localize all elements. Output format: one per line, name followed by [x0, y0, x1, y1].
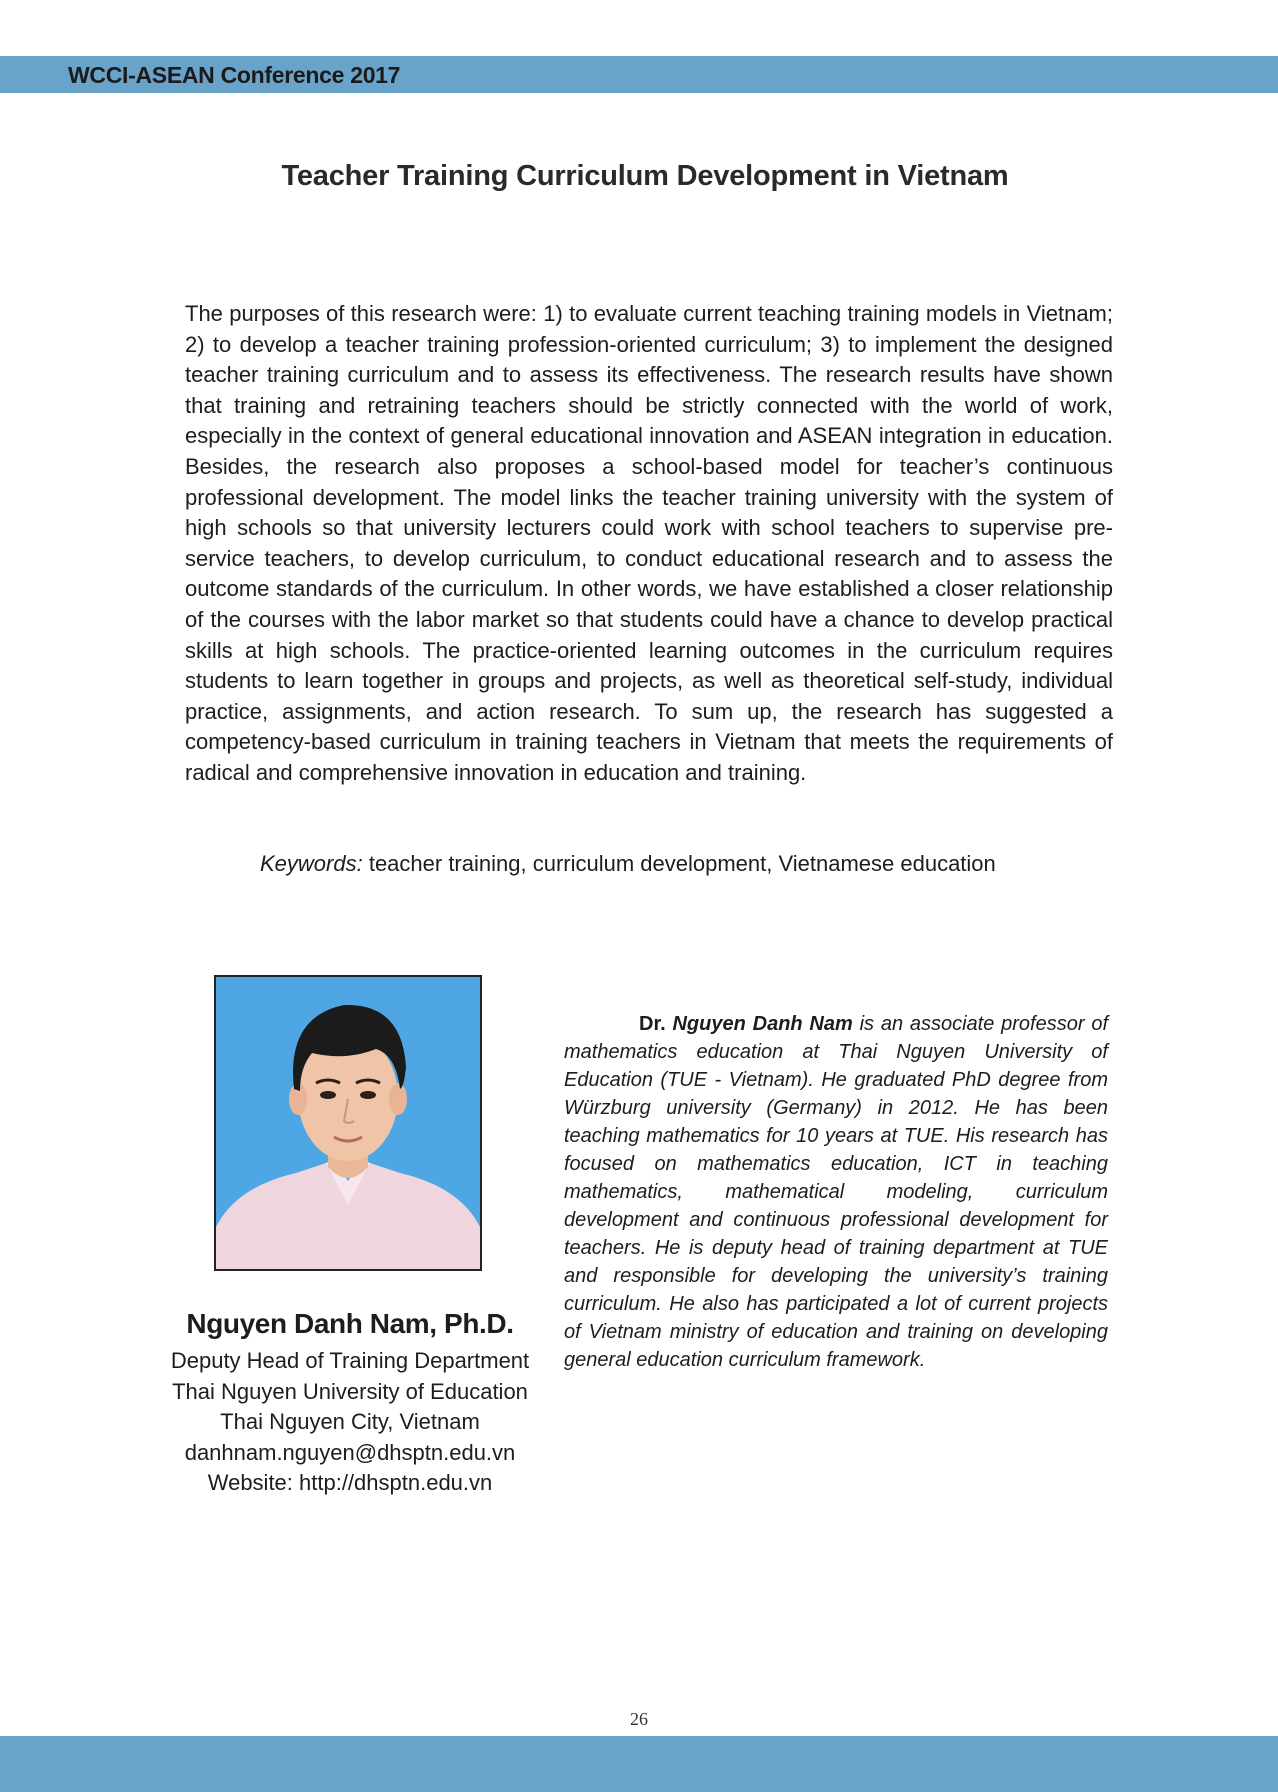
bio-title: Dr. [639, 1013, 666, 1035]
author-bio [564, 1010, 1108, 1374]
keywords [260, 849, 1060, 879]
keywords-text: teacher training, curriculum development, Vietnamese education [362, 851, 996, 876]
author-institution: Thai Nguyen University of Education [172, 1378, 528, 1404]
bio-text: is an associate professor of mathematics education at Thai Nguyen University of Education (TUE - Vietnam). He graduated PhD degree from Würzburg university (Germany) in 2012. He has been teaching mathematics for 10 years at TUE. His research has focused on mathematics education, ICT in teaching mathematics, mathematical modeling, curriculum development and continuous professional development for teachers. He is deputy head of training department at TUE and responsible for developing the university’s training curriculum. He also has participated a lot of current projects of Vietnam ministry of education and training on developing general education curriculum framework. [564, 1013, 1108, 1371]
author-name: Nguyen Danh Nam, Ph.D. [186, 1308, 514, 1339]
author-portrait-image [216, 977, 480, 1269]
bio-name: Nguyen Danh Nam [672, 1013, 853, 1035]
header-band [0, 56, 1278, 93]
abstract: The purposes of this research were: 1) to evaluate current teaching training models in Vietnam; 2) to develop a teacher training profession-oriented curriculum; 3) to implement the designed teacher training curriculum and to assess its effectiveness. The research results have shown that training and retraining teachers should be strictly connected with the world of work, especially in the context of general educational innovation and ASEAN integration in education. Besides, the research also proposes a school-based model for teacher’s continuous professional development. The model links the teacher training university with the system of high schools so that university lecturers could work with school teachers to supervise pre-service teachers, to develop curriculum, to conduct educational research and to assess the outcome standards of the curriculum. In other words, we have established a closer relationship of the courses with the labor market so that students could have a chance to develop practical skills at high schools. The practice-oriented learning outcomes in the curriculum requires students to learn together in groups and projects, as well as theoretical self-study, individual practice, assignments, and action research. To sum up, the research has suggested a competency-based curriculum in training teachers in Vietnam that meets the requirements of radical and comprehensive innovation in education and training. [185, 301, 1113, 785]
author-photo [214, 975, 482, 1271]
keywords-label: Keywords: [260, 851, 363, 876]
author-city: Thai Nguyen City, Vietnam [220, 1409, 480, 1434]
author-email[interactable]: danhnam.nguyen@dhsptn.edu.vn [184, 1439, 516, 1465]
author-position: Deputy Head of Training Department [170, 1348, 530, 1373]
page-number: 26 [630, 1709, 648, 1729]
footer-band [0, 1736, 1278, 1792]
paper-title: Teacher Training Curriculum Development in Vietnam [281, 160, 1009, 192]
author-details [140, 1346, 560, 1499]
author-website[interactable]: Website: http://dhsptn.edu.vn [207, 1470, 493, 1495]
conference-title: WCCI-ASEAN Conference 2017 [68, 62, 401, 88]
